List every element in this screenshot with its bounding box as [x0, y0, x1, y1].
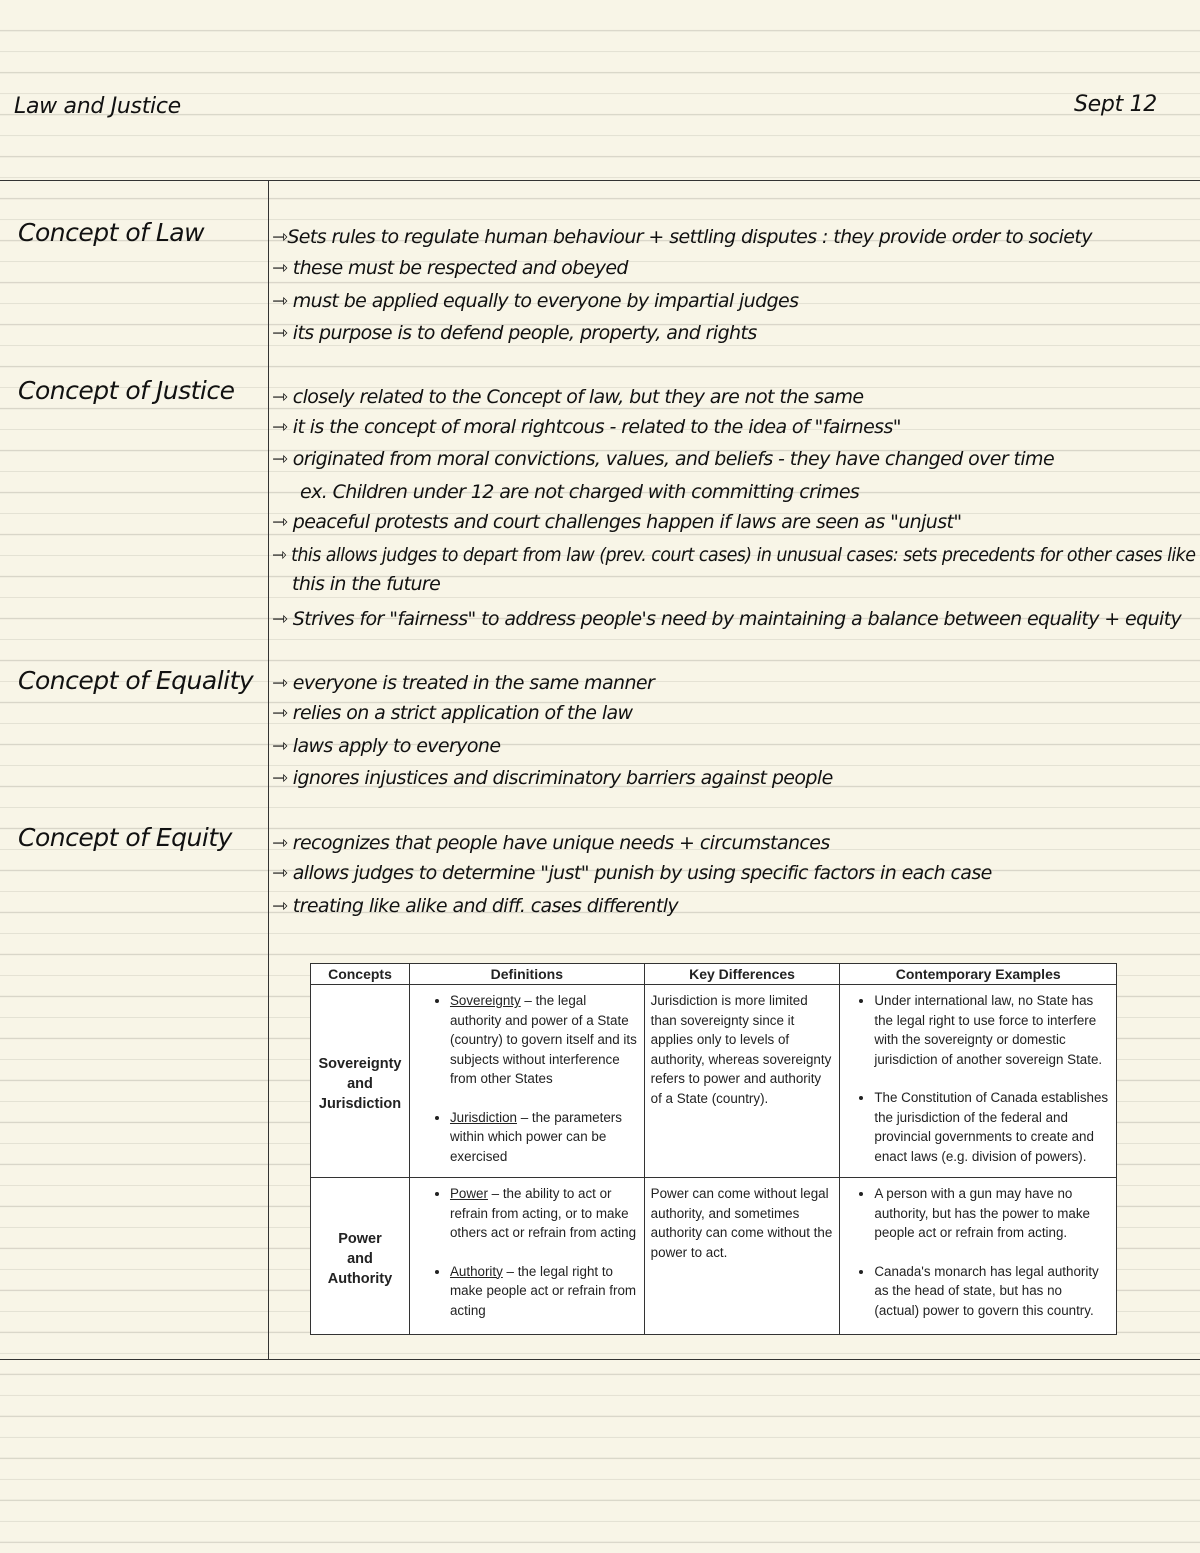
note-line: ⇾ originated from moral convictions, values, and beliefs - they have changed over time — [272, 448, 1055, 470]
note-line: ⇾ relies on a strict application of the law — [272, 702, 633, 724]
example-item: • A person with a gun may have no authority, but has the power to make people act or refrain from acting. — [874, 1184, 1110, 1243]
concept-word: Authority — [327, 1271, 393, 1287]
definition-term: Authority — [449, 1263, 503, 1279]
note-line: ⇾ peaceful protests and court challenges happen if laws are seen as "unjust" — [272, 511, 962, 533]
note-line: ⇾ it is the concept of moral rightcous - related to the idea of "fairness" — [272, 416, 901, 438]
note-line: ⇾ recognizes that people have unique needs + circumstances — [272, 832, 830, 854]
definition-item — [450, 1262, 638, 1321]
definition-item — [450, 1108, 638, 1167]
concept-word: and — [347, 1076, 373, 1092]
examples-cell — [840, 985, 1117, 1178]
definitions-cell — [409, 1178, 644, 1335]
table-header-row — [311, 964, 1117, 985]
column-header: Contemporary Examples — [840, 964, 1117, 985]
page-date: Sept 12 — [1074, 92, 1157, 117]
note-line: ⇾ its purpose is to defend people, property, and rights — [272, 322, 757, 344]
note-line: ⇾ this allows judges to depart from law (prev. court cases) in unusual cases: sets precedents for other cases like — [272, 544, 1196, 566]
concept-word: Jurisdiction — [318, 1096, 402, 1112]
concept-word: Sovereignty — [318, 1056, 402, 1072]
difference-cell: Power can come without legal authority, and sometimes authority can come without the power to act. — [644, 1178, 840, 1335]
bottom-rule — [0, 1359, 1200, 1360]
example-item: • Canada's monarch has legal authority as the head of state, but has no (actual) power to govern this country. — [874, 1262, 1110, 1321]
concept-cell — [311, 985, 410, 1178]
table-row — [311, 1178, 1117, 1335]
note-line: ⇾ ignores injustices and discriminatory barriers against people — [272, 767, 833, 789]
example-item: • The Constitution of Canada establishes the jurisdiction of the federal and provincial governments to create and enact laws (e.g. division of powers). — [874, 1088, 1110, 1166]
note-line: ⇾ these must be respected and obeyed — [272, 257, 628, 279]
page-title: Law and Justice — [14, 94, 181, 119]
definition-text: – the parameters within which power can be exercised — [449, 1109, 622, 1164]
example-item: • Under international law, no State has the legal right to use force to interfere with the sovereignty or domestic jurisdiction of another sovereign State. — [874, 991, 1110, 1069]
note-line: ex. Children under 12 are not charged with committing crimes — [300, 481, 860, 503]
cue-column-rule — [268, 181, 269, 1359]
note-line: ⇾ Strives for "fairness" to address people's need by maintaining a balance between equality + equity — [272, 608, 1182, 630]
concept-word: and — [347, 1251, 373, 1267]
note-line: ⇾ must be applied equally to everyone by impartial judges — [272, 290, 799, 312]
note-line: ⇾ allows judges to determine "just" punish by using specific factors in each case — [272, 862, 992, 884]
concept-cell — [311, 1178, 410, 1335]
cue-concept-of-law: Concept of Law — [18, 218, 205, 247]
note-line: ⇾ closely related to the Concept of law, but they are not the same — [272, 386, 864, 408]
examples-cell — [840, 1178, 1117, 1335]
definition-term: Sovereignty — [449, 993, 521, 1008]
note-line: ⇾ everyone is treated in the same manner — [272, 672, 655, 694]
column-header: Key Differences — [644, 964, 840, 985]
column-header: Concepts — [311, 964, 410, 985]
definition-text: – the legal authority and power of a State (country) to govern itself and its subjects without interference from other States — [449, 993, 637, 1086]
note-line: ⇾ laws apply to everyone — [272, 735, 501, 757]
table-row — [311, 985, 1117, 1178]
definition-text: – the legal right to make people act or refrain from acting — [449, 1263, 637, 1318]
note-line: ⇾Sets rules to regulate human behaviour + settling disputes : they provide order to society — [272, 226, 1092, 248]
concepts-table — [310, 963, 1117, 1335]
top-rule — [0, 180, 1200, 181]
concept-word: Power — [338, 1231, 382, 1247]
definition-item — [450, 991, 638, 1089]
cue-concept-of-equity: Concept of Equity — [18, 823, 232, 852]
definition-term: Power — [449, 1186, 488, 1201]
column-header: Definitions — [409, 964, 644, 985]
definitions-cell — [409, 985, 644, 1178]
note-line: this in the future — [292, 573, 441, 595]
cue-concept-of-equality: Concept of Equality — [18, 666, 254, 695]
definition-text: – the ability to act or refrain from acting, or to make others act or refrain from acting — [449, 1186, 637, 1240]
definition-item — [450, 1184, 638, 1243]
note-line: ⇾ treating like alike and diff. cases differently — [272, 895, 679, 917]
definition-term: Jurisdiction — [449, 1109, 517, 1125]
difference-cell: Jurisdiction is more limited than sovereignty since it applies only to levels of authority, whereas sovereignty refers to power and authority of a State (country). — [644, 985, 840, 1178]
cue-concept-of-justice: Concept of Justice — [18, 376, 235, 405]
